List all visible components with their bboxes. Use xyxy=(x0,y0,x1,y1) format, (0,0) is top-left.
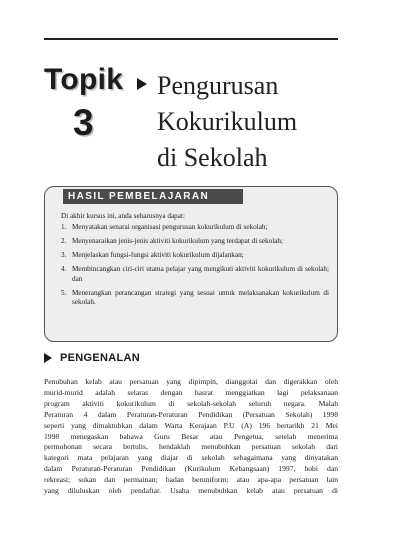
section-body xyxy=(44,377,338,497)
outcome-number: 1. xyxy=(61,223,67,231)
outcome-item xyxy=(61,237,329,247)
body-line: Penubuhan kelab atau persatuan yang dipimpin, dianggotai dan digerakkan oleh xyxy=(44,377,338,386)
body-line: program aktiviti kokurikulum di sekolah-sekolah seluruh negara. Malah xyxy=(44,398,338,408)
body-line: Peraturan 4 dalam Peraturan-Peraturan Pendidikan (Persatuan Sekolah) 1998 xyxy=(44,409,338,419)
title-arrow-icon xyxy=(137,78,147,90)
outcome-number: 5. xyxy=(61,288,67,297)
outcome-item xyxy=(61,251,329,261)
topic-number: 3 xyxy=(73,102,94,143)
outcome-text: Menjelaskan fungsi-fungsi aktiviti kokurikulum dijalankan; xyxy=(72,251,244,259)
outcome-number: 2. xyxy=(61,237,67,245)
outcome-number: 3. xyxy=(61,251,67,259)
page-title xyxy=(157,68,357,176)
outcome-text: Menyenaraikan jenis-jenis aktiviti kokurikulum yang terdapat di sekolah; xyxy=(72,237,283,245)
learning-outcomes-list xyxy=(61,223,329,312)
outcome-text: Menyatakan senarai organisasi pengurusan kokurikulum di sekolah; xyxy=(72,223,268,231)
body-line: kategori mata pelajaran yang diajar di sekolah sebagaimana yang dinyatakan xyxy=(44,453,338,463)
title-line: Pengurusan xyxy=(157,71,279,100)
topic-label: Topik xyxy=(44,63,124,96)
body-line: seperti yang dimaktubkan dalam Warta Kerajaan P.U (A) 196 bertarikh 21 Mei xyxy=(44,420,338,430)
title-line: di Sekolah xyxy=(157,143,268,172)
section-heading: PENGENALAN xyxy=(60,352,141,364)
learning-outcomes-intro: Di akhir kursus ini, anda seharusnya dapat: xyxy=(61,212,185,220)
outcome-text: Menerangkan perancangan strategi yang sesuai untuk melaksanakan kokurikulum di sekolah. xyxy=(72,288,329,306)
body-line: rekreasi; sukan dan permainan; badan beruniform; atau apa-apa persatuan lain xyxy=(44,475,338,485)
section-arrow-icon xyxy=(44,353,52,363)
outcome-item xyxy=(61,265,329,284)
topic-label-block xyxy=(44,62,139,144)
outcome-item xyxy=(61,289,329,308)
body-line: yang diluluskan oleh pendaftar. Usaha menubuhkan kelab atau persatuan di xyxy=(44,486,338,496)
learning-outcomes-header: HASIL PEMBELAJARAN xyxy=(63,189,243,204)
body-line: 1998 menegaskan bahawa Guru Besar atau Pengetua, setelah menerima xyxy=(44,431,338,441)
top-rule xyxy=(44,38,338,40)
outcome-number: 4. xyxy=(61,265,67,273)
title-line: Kokurikulum xyxy=(157,107,298,136)
learning-outcomes-box xyxy=(44,186,338,342)
outcome-text: Membincangkan ciri-ciri utama pelajar yang mengikuti aktiviti kokurikulum di sekolah; dan xyxy=(72,265,329,283)
body-line: murid-murid adalah selaras dengan hasrat menggiatkan lagi pelaksanaan xyxy=(44,387,338,397)
body-line: permohonan secara bertulis, hendaklah menubuhkan persatuan sekolah dari xyxy=(44,442,338,452)
body-line: dalam Peraturan-Peraturan Pendidikan (Kurikulum Kebangsaan) 1997, hobi dan xyxy=(44,464,338,474)
outcome-item xyxy=(61,223,329,233)
